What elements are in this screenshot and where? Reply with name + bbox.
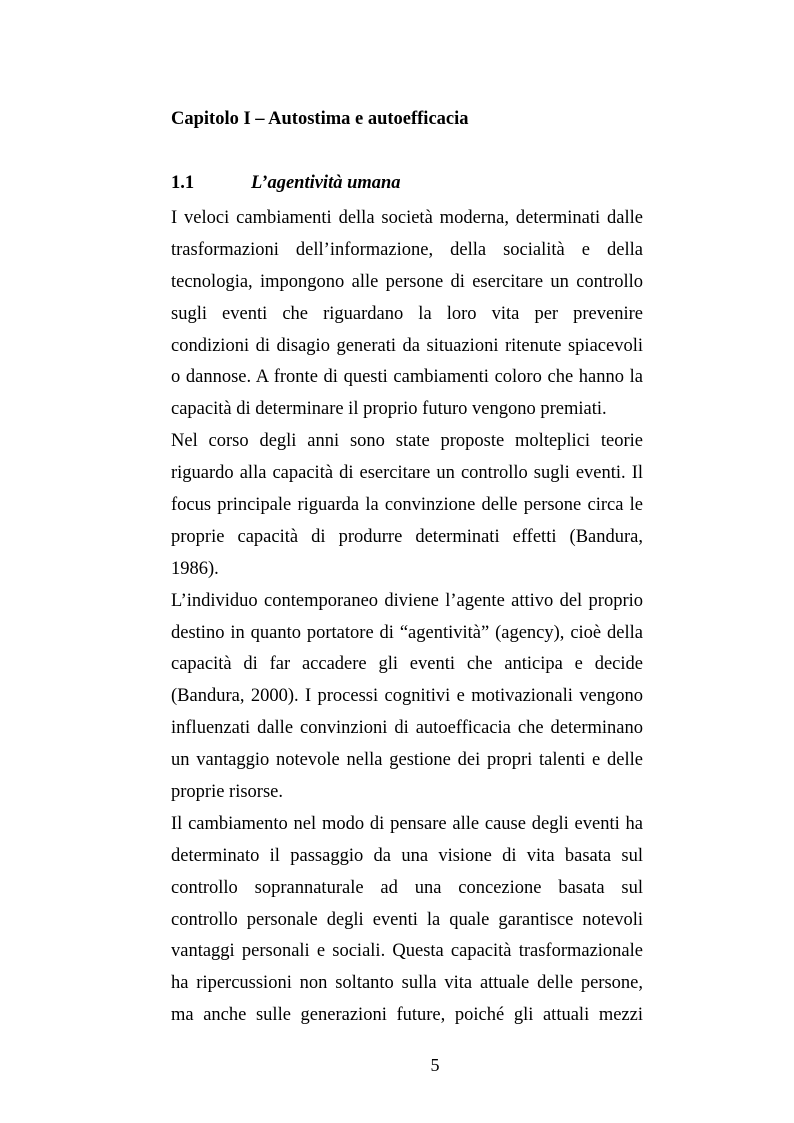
text-line: vantaggi personali e sociali. Questa capacità trasformazionale <box>171 941 643 962</box>
text-line: controllo soprannaturale ad una concezione basata sul <box>171 877 643 898</box>
text-line: L’individuo contemporaneo diviene l’agente attivo del proprio <box>171 590 643 611</box>
text-line: destino in quanto portatore di “agentività” (agency), cioè della <box>171 622 643 643</box>
text-line: 1986). <box>171 558 219 579</box>
text-line: o dannose. A fronte di questi cambiamenti coloro che hanno la <box>171 367 643 388</box>
section-title: L’agentività umana <box>251 173 401 193</box>
text-line: I veloci cambiamenti della società moderna, determinati dalle <box>171 208 643 228</box>
text-line: riguardo alla capacità di esercitare un controllo sugli eventi. Il <box>171 463 643 484</box>
text-line: focus principale riguarda la convinzione delle persone circa le <box>171 495 643 516</box>
body-text <box>171 203 643 1032</box>
text-line: influenzati dalle convinzioni di autoefficacia che determinano <box>171 718 643 739</box>
text-line: tecnologia, impongono alle persone di esercitare un controllo <box>171 271 643 292</box>
text-line: proprie risorse. <box>171 782 283 803</box>
text-line: trasformazioni dell’informazione, della socialità e della <box>171 239 643 260</box>
text-line: ma anche sulle generazioni future, poiché gli attuali mezzi <box>171 1005 643 1026</box>
text-line: Nel corso degli anni sono state proposte molteplici teorie <box>171 431 643 452</box>
text-line: capacità di far accadere gli eventi che anticipa e decide <box>171 654 643 675</box>
text-line: sugli eventi che riguardano la loro vita per prevenire <box>171 303 643 324</box>
text-line: controllo personale degli eventi la quale garantisce notevoli <box>171 909 643 930</box>
text-line: proprie capacità di produrre determinati effetti (Bandura, <box>171 526 643 547</box>
text-line: determinato il passaggio da una visione di vita basata sul <box>171 845 643 866</box>
text-line: ha ripercussioni non soltanto sulla vita attuale delle persone, <box>171 973 643 994</box>
text-line: capacità di determinare il proprio futuro vengono premiati. <box>171 399 607 420</box>
text-line: un vantaggio notevole nella gestione dei propri talenti e delle <box>171 750 643 771</box>
text-line: (Bandura, 2000). I processi cognitivi e motivazionali vengono <box>171 686 643 707</box>
section-number: 1.1 <box>171 173 195 193</box>
text-line: condizioni di disagio generati da situazioni ritenute spiacevoli <box>171 335 643 356</box>
chapter-title: Capitolo I – Autostima e autoefficacia <box>171 109 469 129</box>
text-line: Il cambiamento nel modo di pensare alle cause degli eventi ha <box>171 813 643 834</box>
page-number: 5 <box>430 1055 440 1075</box>
